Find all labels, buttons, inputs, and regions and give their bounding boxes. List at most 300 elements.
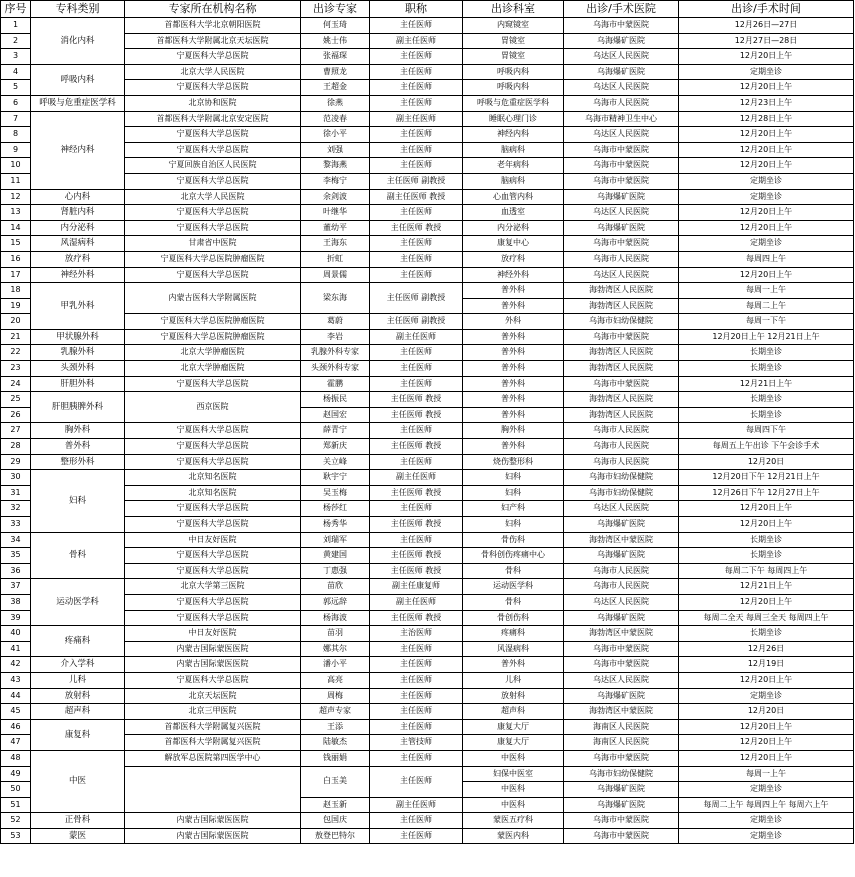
- row-number-cell: 23: [1, 361, 31, 377]
- department-cell: 疼痛科: [31, 626, 125, 657]
- row-number-cell: 39: [1, 610, 31, 626]
- header-cell: 出诊科室: [463, 1, 564, 18]
- title-cell: 主任医师: [370, 376, 463, 392]
- row-number-cell: 50: [1, 782, 31, 798]
- row-number-cell: 45: [1, 704, 31, 720]
- schedule-cell: 定期坐诊: [679, 782, 854, 798]
- table-row: [1, 750, 854, 766]
- title-cell: 主任医师: [370, 423, 463, 439]
- schedule-cell: 12月21日上午: [679, 376, 854, 392]
- hospital-cell: 乌海市妇幼保健院: [564, 485, 679, 501]
- clinic-cell: 呼吸内科: [463, 64, 564, 80]
- institution-cell: [125, 766, 301, 813]
- department-cell: 呼吸内科: [31, 64, 125, 95]
- table-row: [1, 95, 854, 111]
- clinic-cell: 普外科: [463, 376, 564, 392]
- hospital-cell: 乌达区人民医院: [564, 49, 679, 65]
- table-row: [1, 49, 854, 65]
- department-cell: 骨科: [31, 532, 125, 579]
- clinic-cell: 普外科: [463, 657, 564, 673]
- institution-cell: 北京协和医院: [125, 95, 301, 111]
- hospital-cell: 乌海市中蒙医院: [564, 158, 679, 174]
- department-cell: 呼吸与危重症医学科: [31, 95, 125, 111]
- clinic-cell: 血透室: [463, 205, 564, 221]
- clinic-cell: 儿科: [463, 672, 564, 688]
- hospital-cell: 乌海市人民医院: [564, 439, 679, 455]
- hospital-cell: 乌海市中蒙医院: [564, 18, 679, 34]
- expert-cell: 王海东: [301, 236, 370, 252]
- table-row: [1, 626, 854, 642]
- schedule-cell: 定期坐诊: [679, 828, 854, 844]
- row-number-cell: 27: [1, 423, 31, 439]
- expert-cell: 娜其尔: [301, 641, 370, 657]
- hospital-cell: 乌海市中蒙医院: [564, 236, 679, 252]
- expert-cell: 张福琛: [301, 49, 370, 65]
- clinic-cell: 超声科: [463, 704, 564, 720]
- schedule-cell: 定期坐诊: [679, 813, 854, 829]
- expert-cell: 折虹: [301, 251, 370, 267]
- table-row: [1, 828, 854, 844]
- table-row: [1, 501, 854, 517]
- clinic-cell: 心血管内科: [463, 189, 564, 205]
- row-number-cell: 22: [1, 345, 31, 361]
- department-cell: 内分泌科: [31, 220, 125, 236]
- title-cell: 主管技师: [370, 735, 463, 751]
- schedule-cell: 定期坐诊: [679, 173, 854, 189]
- institution-cell: 宁夏医科大学总医院: [125, 376, 301, 392]
- hospital-cell: 乌海爆矿医院: [564, 517, 679, 533]
- hospital-cell: 乌海爆矿医院: [564, 688, 679, 704]
- clinic-cell: 骨伤科: [463, 532, 564, 548]
- expert-cell: 高亮: [301, 672, 370, 688]
- clinic-cell: 康复中心: [463, 236, 564, 252]
- hospital-cell: 乌海市中蒙医院: [564, 142, 679, 158]
- hospital-cell: 乌达区人民医院: [564, 127, 679, 143]
- hospital-cell: 乌海市人民医院: [564, 579, 679, 595]
- row-number-cell: 35: [1, 548, 31, 564]
- clinic-cell: 普外科: [463, 298, 564, 314]
- schedule-cell: 12月19日: [679, 657, 854, 673]
- clinic-cell: 普外科: [463, 392, 564, 408]
- clinic-cell: 普外科: [463, 329, 564, 345]
- schedule-cell: 定期坐诊: [679, 64, 854, 80]
- expert-cell: 刘瑞军: [301, 532, 370, 548]
- expert-cell: 杨秀华: [301, 517, 370, 533]
- institution-cell: 北京知名医院: [125, 485, 301, 501]
- row-number-cell: 9: [1, 142, 31, 158]
- institution-cell: 首都医科大学附属北京安定医院: [125, 111, 301, 127]
- institution-cell: 北京大学肿瘤医院: [125, 345, 301, 361]
- title-cell: 主任医师: [370, 142, 463, 158]
- table-row: [1, 283, 854, 299]
- hospital-cell: 乌达区人民医院: [564, 594, 679, 610]
- schedule-cell: 12月27日—28日: [679, 33, 854, 49]
- schedule-cell: 12月20日上午: [679, 158, 854, 174]
- title-cell: 主任医师: [370, 158, 463, 174]
- hospital-cell: 乌海市人民医院: [564, 423, 679, 439]
- clinic-cell: 骨科: [463, 594, 564, 610]
- schedule-cell: 12月20日上午 12月21日上午: [679, 329, 854, 345]
- department-cell: 康复科: [31, 719, 125, 750]
- row-number-cell: 48: [1, 750, 31, 766]
- row-number-cell: 1: [1, 18, 31, 34]
- schedule-cell: 12月20日上午: [679, 594, 854, 610]
- clinic-cell: 妇科: [463, 470, 564, 486]
- institution-cell: 宁夏医科大学总医院: [125, 610, 301, 626]
- expert-cell: 周梅: [301, 688, 370, 704]
- table-row: [1, 142, 854, 158]
- table-row: [1, 80, 854, 96]
- institution-cell: 宁夏医科大学总医院肿瘤医院: [125, 251, 301, 267]
- schedule-cell: 长期坐诊: [679, 626, 854, 642]
- schedule-cell: 每周一上午: [679, 283, 854, 299]
- row-number-cell: 36: [1, 563, 31, 579]
- hospital-cell: 乌海市中蒙医院: [564, 376, 679, 392]
- expert-cell: 徐燕: [301, 95, 370, 111]
- institution-cell: 首都医科大学附属北京天坛医院: [125, 33, 301, 49]
- title-cell: 主任医师: [370, 251, 463, 267]
- table-row: [1, 205, 854, 221]
- table-row: [1, 610, 854, 626]
- row-number-cell: 30: [1, 470, 31, 486]
- table-row: [1, 392, 854, 408]
- title-cell: 主任医师: [370, 18, 463, 34]
- title-cell: 主任医师: [370, 501, 463, 517]
- title-cell: 主任医师: [370, 236, 463, 252]
- row-number-cell: 3: [1, 49, 31, 65]
- title-cell: 主任医师 教授: [370, 407, 463, 423]
- schedule-cell: 12月21日上午: [679, 579, 854, 595]
- title-cell: 主任医师 教授: [370, 485, 463, 501]
- institution-cell: 宁夏回族自治区人民医院: [125, 158, 301, 174]
- clinic-cell: 康复大厅: [463, 735, 564, 751]
- expert-cell: 耿宇宁: [301, 470, 370, 486]
- institution-cell: 宁夏医科大学总医院: [125, 142, 301, 158]
- expert-cell: 钱丽娟: [301, 750, 370, 766]
- department-cell: 放疗科: [31, 251, 125, 267]
- clinic-cell: 妇科: [463, 517, 564, 533]
- title-cell: 主任医师 教授: [370, 610, 463, 626]
- schedule-cell: 12月20日上午: [679, 719, 854, 735]
- table-row: [1, 267, 854, 283]
- row-number-cell: 13: [1, 205, 31, 221]
- hospital-cell: 乌海爆矿医院: [564, 33, 679, 49]
- expert-cell: 董幼平: [301, 220, 370, 236]
- clinic-cell: 脑病科: [463, 173, 564, 189]
- row-number-cell: 8: [1, 127, 31, 143]
- title-cell: 主任医师: [370, 828, 463, 844]
- hospital-cell: 乌海市中蒙医院: [564, 657, 679, 673]
- row-number-cell: 15: [1, 236, 31, 252]
- schedule-cell: 每周二上午 每周四上午 每周六上午: [679, 797, 854, 813]
- institution-cell: 内蒙古国际蒙医医院: [125, 657, 301, 673]
- table-row: [1, 766, 854, 782]
- title-cell: 主任医师 教授: [370, 548, 463, 564]
- title-cell: 主任医师 副教授: [370, 173, 463, 189]
- table-header-row: [1, 1, 854, 18]
- department-cell: 乳腺外科: [31, 345, 125, 361]
- expert-cell: 葛蔚: [301, 314, 370, 330]
- schedule-cell: 长期坐诊: [679, 548, 854, 564]
- hospital-cell: 海南区人民医院: [564, 735, 679, 751]
- hospital-cell: 海勃湾区人民医院: [564, 392, 679, 408]
- schedule-cell: 12月23日上午: [679, 95, 854, 111]
- title-cell: 主任医师: [370, 127, 463, 143]
- department-cell: 神经内科: [31, 111, 125, 189]
- row-number-cell: 21: [1, 329, 31, 345]
- table-row: [1, 345, 854, 361]
- hospital-cell: 乌海爆矿医院: [564, 610, 679, 626]
- department-cell: 超声科: [31, 704, 125, 720]
- institution-cell: 宁夏医科大学总医院: [125, 563, 301, 579]
- row-number-cell: 41: [1, 641, 31, 657]
- clinic-cell: 呼吸内科: [463, 80, 564, 96]
- row-number-cell: 2: [1, 33, 31, 49]
- row-number-cell: 12: [1, 189, 31, 205]
- hospital-cell: 乌海市妇幼保健院: [564, 766, 679, 782]
- row-number-cell: 25: [1, 392, 31, 408]
- institution-cell: 宁夏医科大学总医院: [125, 267, 301, 283]
- department-cell: 放射科: [31, 688, 125, 704]
- hospital-cell: 乌海爆矿医院: [564, 797, 679, 813]
- expert-cell: 叶继华: [301, 205, 370, 221]
- clinic-cell: 骨科: [463, 563, 564, 579]
- schedule-cell: 定期坐诊: [679, 189, 854, 205]
- title-cell: 主任医师: [370, 49, 463, 65]
- hospital-cell: 乌海市人民医院: [564, 95, 679, 111]
- clinic-cell: 胸外科: [463, 423, 564, 439]
- title-cell: 副主任医师: [370, 329, 463, 345]
- expert-cell: 杨莎红: [301, 501, 370, 517]
- title-cell: 主任医师 教授: [370, 220, 463, 236]
- schedule-cell: 12月28日上午: [679, 111, 854, 127]
- schedule-cell: 12月20日上午: [679, 220, 854, 236]
- row-number-cell: 49: [1, 766, 31, 782]
- title-cell: 主任医师 教授: [370, 517, 463, 533]
- clinic-cell: 老年病科: [463, 158, 564, 174]
- clinic-cell: 普外科: [463, 283, 564, 299]
- title-cell: 主任医师: [370, 267, 463, 283]
- institution-cell: 内蒙古国际蒙医医院: [125, 641, 301, 657]
- title-cell: 主任医师: [370, 813, 463, 829]
- hospital-cell: 乌海爆矿医院: [564, 782, 679, 798]
- row-number-cell: 4: [1, 64, 31, 80]
- title-cell: 主任医师: [370, 719, 463, 735]
- row-number-cell: 37: [1, 579, 31, 595]
- table-row: [1, 532, 854, 548]
- schedule-cell: 每周一上午: [679, 766, 854, 782]
- row-number-cell: 28: [1, 439, 31, 455]
- institution-cell: 中日友好医院: [125, 532, 301, 548]
- clinic-cell: 妇产科: [463, 501, 564, 517]
- table-row: [1, 423, 854, 439]
- schedule-cell: 长期坐诊: [679, 407, 854, 423]
- institution-cell: 宁夏医科大学总医院: [125, 439, 301, 455]
- row-number-cell: 44: [1, 688, 31, 704]
- row-number-cell: 32: [1, 501, 31, 517]
- expert-cell: 白玉美: [301, 766, 370, 797]
- clinic-cell: 神经外科: [463, 267, 564, 283]
- expert-cell: 余剑波: [301, 189, 370, 205]
- table-row: [1, 517, 854, 533]
- table-row: [1, 470, 854, 486]
- title-cell: 主任医师: [370, 361, 463, 377]
- expert-cell: 丁惠强: [301, 563, 370, 579]
- header-cell: 职称: [370, 1, 463, 18]
- table-row: [1, 439, 854, 455]
- table-row: [1, 127, 854, 143]
- table-row: [1, 485, 854, 501]
- schedule-cell: 12月20日: [679, 704, 854, 720]
- schedule-cell: 12月20日上午: [679, 517, 854, 533]
- clinic-cell: 脑病科: [463, 142, 564, 158]
- clinic-cell: 普外科: [463, 361, 564, 377]
- title-cell: 主任医师 教授: [370, 563, 463, 579]
- department-cell: 肾脏内科: [31, 205, 125, 221]
- header-cell: 出诊/手术时间: [679, 1, 854, 18]
- table-row: [1, 376, 854, 392]
- institution-cell: 北京知名医院: [125, 470, 301, 486]
- row-number-cell: 10: [1, 158, 31, 174]
- hospital-cell: 乌海市中蒙医院: [564, 173, 679, 189]
- institution-cell: 宁夏医科大学总医院: [125, 548, 301, 564]
- row-number-cell: 6: [1, 95, 31, 111]
- expert-cell: 苗羽: [301, 626, 370, 642]
- table-row: [1, 704, 854, 720]
- clinic-cell: 运动医学科: [463, 579, 564, 595]
- department-cell: 甲状腺外科: [31, 329, 125, 345]
- header-cell: 专科类别: [31, 1, 125, 18]
- row-number-cell: 11: [1, 173, 31, 189]
- expert-cell: 敖登巴特尔: [301, 828, 370, 844]
- table-row: [1, 251, 854, 267]
- clinic-cell: 普外科: [463, 345, 564, 361]
- expert-cell: 赵玉新: [301, 797, 370, 813]
- department-cell: 儿科: [31, 672, 125, 688]
- schedule-cell: 12月20日上午: [679, 750, 854, 766]
- department-cell: 妇科: [31, 470, 125, 532]
- institution-cell: 宁夏医科大学总医院: [125, 127, 301, 143]
- hospital-cell: 乌海市妇幼保健院: [564, 314, 679, 330]
- department-cell: 中医: [31, 750, 125, 812]
- expert-cell: 曹照龙: [301, 64, 370, 80]
- hospital-cell: 海勃湾区人民医院: [564, 407, 679, 423]
- schedule-cell: 每周五上午出诊 下午会诊手术: [679, 439, 854, 455]
- header-cell: 序号: [1, 1, 31, 18]
- clinic-cell: 骨科创伤疼痛中心: [463, 548, 564, 564]
- table-row: [1, 719, 854, 735]
- schedule-cell: 12月26日—27日: [679, 18, 854, 34]
- expert-cell: 范凌春: [301, 111, 370, 127]
- hospital-cell: 海南区人民医院: [564, 719, 679, 735]
- hospital-cell: 海勃湾区中蒙医院: [564, 626, 679, 642]
- schedule-cell: 长期坐诊: [679, 392, 854, 408]
- title-cell: 主任医师: [370, 205, 463, 221]
- table-row: [1, 18, 854, 34]
- row-number-cell: 46: [1, 719, 31, 735]
- institution-cell: 中日友好医院: [125, 626, 301, 642]
- schedule-cell: 每周二下午 每周四上午: [679, 563, 854, 579]
- institution-cell: 宁夏医科大学总医院: [125, 423, 301, 439]
- title-cell: 主任医师: [370, 704, 463, 720]
- expert-cell: 赵国宏: [301, 407, 370, 423]
- title-cell: 主任医师: [370, 750, 463, 766]
- schedule-cell: 12月20日: [679, 454, 854, 470]
- schedule-cell: 12月20日上午: [679, 80, 854, 96]
- title-cell: 主任医师: [370, 454, 463, 470]
- schedule-cell: 每周二上午: [679, 298, 854, 314]
- expert-cell: 何玉琦: [301, 18, 370, 34]
- department-cell: 蒙医: [31, 828, 125, 844]
- expert-cell: 姚士伟: [301, 33, 370, 49]
- title-cell: 主任医师: [370, 766, 463, 797]
- institution-cell: 内蒙古医科大学附属医院: [125, 283, 301, 314]
- schedule-cell: 12月20日上午: [679, 672, 854, 688]
- institution-cell: 宁夏医科大学总医院: [125, 49, 301, 65]
- institution-cell: 宁夏医科大学总医院: [125, 173, 301, 189]
- institution-cell: 首都医科大学附属复兴医院: [125, 719, 301, 735]
- row-number-cell: 33: [1, 517, 31, 533]
- row-number-cell: 24: [1, 376, 31, 392]
- header-cell: 出诊专家: [301, 1, 370, 18]
- expert-cell: 头颈外科专家: [301, 361, 370, 377]
- table-row: [1, 314, 854, 330]
- hospital-cell: 乌海爆矿医院: [564, 548, 679, 564]
- institution-cell: 宁夏医科大学总医院: [125, 517, 301, 533]
- schedule-cell: 12月20日下午 12月21日上午: [679, 470, 854, 486]
- header-cell: 专家所在机构名称: [125, 1, 301, 18]
- clinic-cell: 外科: [463, 314, 564, 330]
- hospital-cell: 乌海市人民医院: [564, 251, 679, 267]
- institution-cell: 宁夏医科大学总医院肿瘤医院: [125, 314, 301, 330]
- expert-cell: 霍鹏: [301, 376, 370, 392]
- department-cell: 甲乳外科: [31, 283, 125, 330]
- row-number-cell: 14: [1, 220, 31, 236]
- table-row: [1, 64, 854, 80]
- clinic-cell: 中医科: [463, 750, 564, 766]
- institution-cell: 首都医科大学北京朝阳医院: [125, 18, 301, 34]
- hospital-cell: 乌海市中蒙医院: [564, 750, 679, 766]
- institution-cell: 内蒙古国际蒙医医院: [125, 828, 301, 844]
- clinic-cell: 神经内科: [463, 127, 564, 143]
- table-row: [1, 548, 854, 564]
- clinic-cell: 普外科: [463, 439, 564, 455]
- expert-cell: 黄建国: [301, 548, 370, 564]
- row-number-cell: 52: [1, 813, 31, 829]
- table-row: [1, 688, 854, 704]
- row-number-cell: 40: [1, 626, 31, 642]
- clinic-cell: 骨创伤科: [463, 610, 564, 626]
- title-cell: 主任医师: [370, 80, 463, 96]
- table-row: [1, 641, 854, 657]
- row-number-cell: 18: [1, 283, 31, 299]
- department-cell: 正骨科: [31, 813, 125, 829]
- title-cell: 副主任医师: [370, 594, 463, 610]
- title-cell: 主任医师 教授: [370, 439, 463, 455]
- expert-cell: 李岩: [301, 329, 370, 345]
- clinic-cell: 放疗科: [463, 251, 564, 267]
- row-number-cell: 16: [1, 251, 31, 267]
- title-cell: 主任医师: [370, 345, 463, 361]
- institution-cell: 解放军总医院第四医学中心: [125, 750, 301, 766]
- expert-cell: 徐小平: [301, 127, 370, 143]
- table-row: [1, 813, 854, 829]
- clinic-cell: 中医科: [463, 797, 564, 813]
- header-cell: 出诊/手术医院: [564, 1, 679, 18]
- title-cell: 副主任医师 教授: [370, 189, 463, 205]
- row-number-cell: 34: [1, 532, 31, 548]
- hospital-cell: 乌海市中蒙医院: [564, 813, 679, 829]
